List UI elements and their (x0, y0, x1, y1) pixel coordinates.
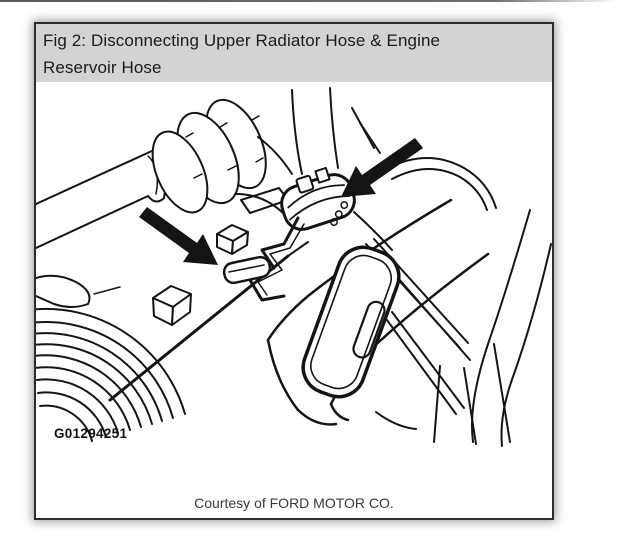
figure-caption (36, 24, 552, 82)
radiator-hose-clamp-arrow-icon (139, 207, 218, 265)
reservoir-hose-spring-clamp (274, 162, 360, 239)
courtesy-line: Courtesy of FORD MOTOR CO. (194, 495, 394, 511)
engine-bay-illustration (36, 82, 552, 467)
ribbed-component-arcs (36, 309, 185, 441)
figure-panel (34, 22, 554, 520)
page-top-divider (0, 0, 618, 2)
figure-body (36, 82, 552, 518)
figure-id-label: G01294251 (54, 426, 128, 441)
reservoir-hose-clamp-arrow-icon (341, 138, 423, 197)
figure-caption-line1: Fig 2: Disconnecting Upper Radiator Hose & Engine (43, 31, 441, 50)
figure-caption-line2: Reservoir Hose (43, 58, 162, 77)
